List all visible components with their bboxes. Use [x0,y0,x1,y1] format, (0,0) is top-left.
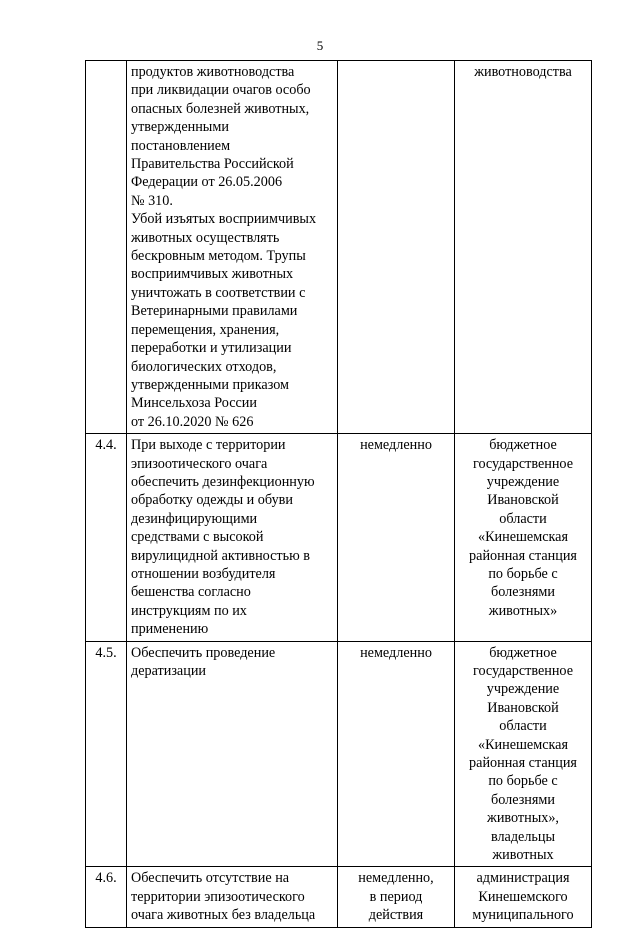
row-number-cell [86,61,127,434]
action-cell: Обеспечить отсутствие на территории эпизоотического очага животных без владельца [127,867,338,927]
responsible-cell: администрация Кинешемского муниципального [455,867,592,927]
table-row [86,867,592,927]
row-number-cell: 4.6. [86,867,127,927]
table-row [86,434,592,641]
action-cell: Обеспечить проведение дератизации [127,641,338,867]
responsible-cell: бюджетное государственное учреждение Ивановской области «Кинешемская районная станция по борьбе с болезнями животных» [455,434,592,641]
measures-table [85,60,592,928]
table-row [86,641,592,867]
table-row [86,61,592,434]
deadline-cell: немедленно [338,641,455,867]
row-number-cell: 4.4. [86,434,127,641]
action-cell: продуктов животноводства при ликвидации очагов особо опасных болезней животных, утвержденными постановлением Правительства Российской Федерации от 26.05.2006 № 310. Убой изъятых восприимчивых животных осуществлять бескровным методом. Трупы восприимчивых животных уничтожать в соответствии с Ветеринарными правилами перемещения, хранения, переработки и утилизации биологических отходов, утвержденными приказом Минсельхоза России от 26.10.2020 № 626 [127,61,338,434]
responsible-cell: животноводства [455,61,592,434]
deadline-cell: немедленно [338,434,455,641]
deadline-cell: немедленно, в период действия [338,867,455,927]
page-number: 5 [316,38,324,53]
deadline-cell [338,61,455,434]
responsible-cell: бюджетное государственное учреждение Ивановской области «Кинешемская районная станция по борьбе с болезнями животных», владельцы животных [455,641,592,867]
row-number-cell: 4.5. [86,641,127,867]
action-cell: При выходе с территории эпизоотического очага обеспечить дезинфекционную обработку одежды и обуви дезинфицирующими средствами с высокой вирулицидной активностью в отношении возбудителя бешенства согласно инструкциям по их применению [127,434,338,641]
